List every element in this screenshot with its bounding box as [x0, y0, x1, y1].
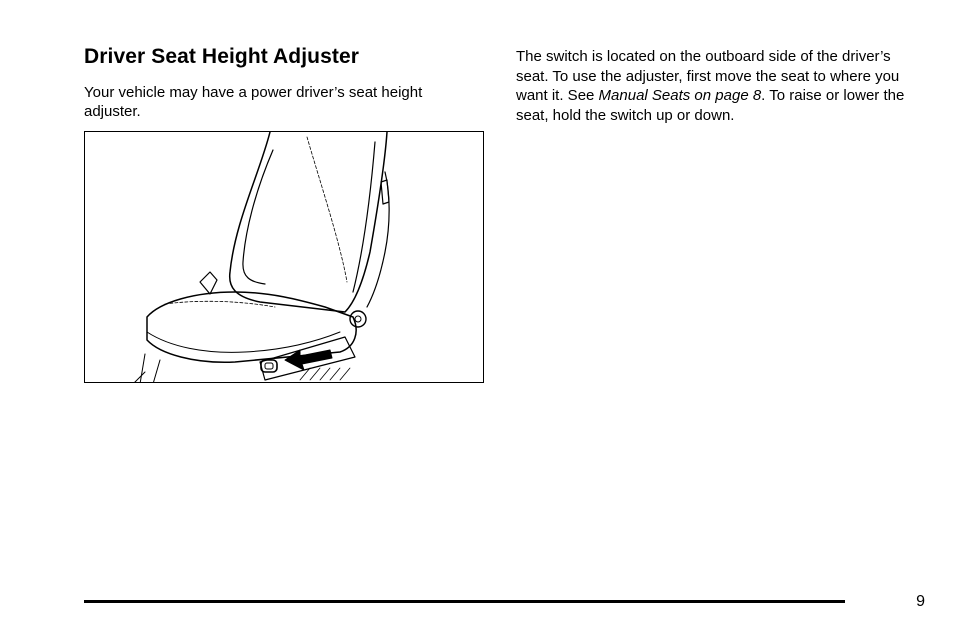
body-paragraph [516, 47, 916, 125]
footer-rule [84, 600, 845, 603]
section-title: Driver Seat Height Adjuster [84, 45, 359, 68]
intro-paragraph: Your vehicle may have a power driver’s seat height adjuster. [84, 84, 423, 120]
cross-reference-link[interactable]: Manual Seats on page 8 [598, 87, 762, 104]
page-number: 9 [916, 593, 925, 610]
seat-figure [84, 131, 484, 383]
body-text-1: The switch is located on the outboard side of the driver’s seat. To use the adjuster, first move the seat to where you want it. See [516, 48, 900, 104]
power-seat-illustration-icon [85, 132, 484, 383]
body-text-2: . To raise or lower the seat, hold the switch up or down. [516, 87, 905, 124]
